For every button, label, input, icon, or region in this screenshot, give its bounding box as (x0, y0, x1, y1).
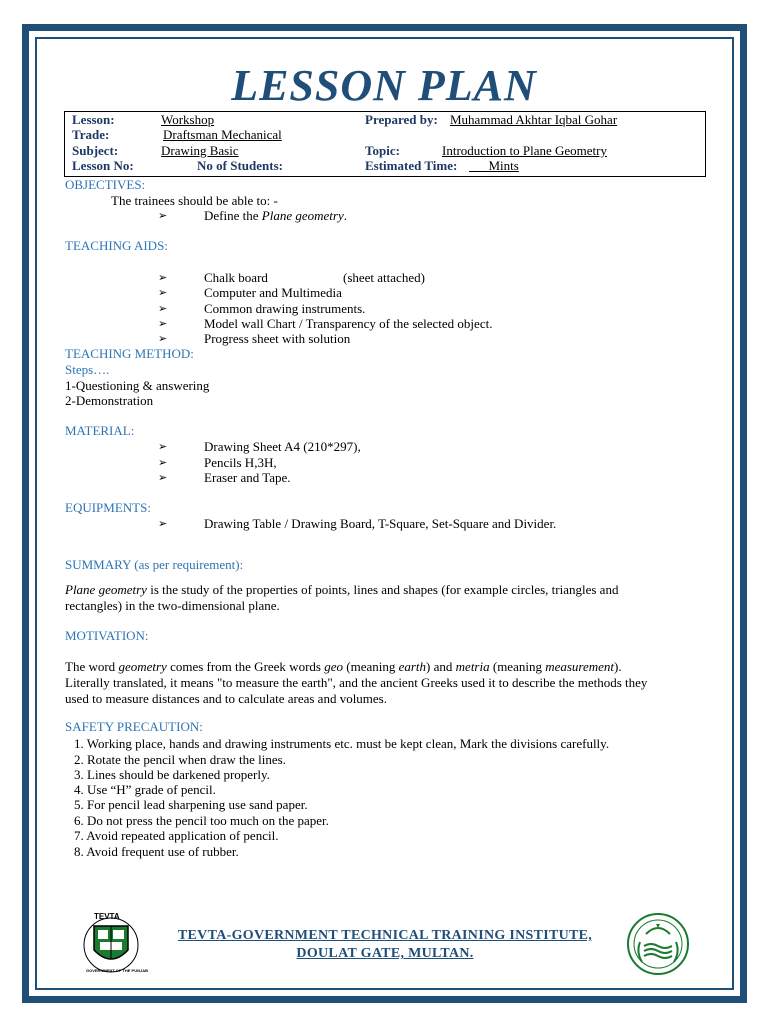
safety-item: 3. Lines should be darkened properly. (74, 767, 270, 782)
aid-item: Progress sheet with solution (204, 331, 351, 346)
material-item: Eraser and Tape. (204, 470, 291, 485)
institute-name: TEVTA-GOVERNMENT TECHNICAL TRAINING INSTITUTE, (177, 928, 593, 943)
steps-label: Steps…. (65, 362, 110, 377)
safety-item: 4. Use “H” grade of pencil. (74, 782, 216, 797)
motivation-text: The word (65, 659, 119, 674)
arrow-bullet-icon: ➢ (158, 210, 168, 222)
prepared-by-label: Prepared by: (365, 112, 438, 127)
aid-item: Common drawing instruments. (204, 301, 366, 316)
safety-item: 1. Working place, hands and drawing instruments etc. must be kept clean, Mark the divisions carefully. (74, 736, 610, 751)
trade-label: Trade: (72, 127, 110, 142)
arrow-bullet-icon: ➢ (158, 518, 168, 530)
objective-suffix: . (343, 208, 347, 223)
lesson-label: Lesson: (72, 112, 115, 127)
material-heading: MATERIAL: (65, 423, 135, 438)
page-title: LESSON PLAN (231, 61, 537, 110)
motivation-line-3: used to measure distances and to calculate areas and volumes. (65, 691, 387, 706)
summary-text-2: rectangles) in the two-dimensional plane. (65, 598, 280, 613)
safety-item: 6. Do not press the pencil too much on the paper. (74, 813, 329, 828)
objectives-intro: The trainees should be able to: - (111, 193, 278, 208)
arrow-bullet-icon: ➢ (158, 441, 168, 453)
motivation-text: (meaning (489, 659, 546, 674)
arrow-bullet-icon: ➢ (158, 457, 168, 469)
teaching-aids-heading: TEACHING AIDS: (65, 238, 168, 253)
punjab-seal-icon (626, 912, 690, 976)
prepared-by-value: Muhammad Akhtar Iqbal Gohar (450, 112, 618, 127)
lesson-no-label: Lesson No: (72, 158, 134, 173)
students-label: No of Students: (197, 158, 283, 173)
arrow-bullet-icon: ➢ (158, 303, 168, 315)
motivation-term: geometry (118, 659, 167, 674)
lesson-value: Workshop (161, 112, 215, 127)
tevta-logo (80, 912, 149, 974)
summary-text-1: is the study of the properties of points, lines and shapes (for example circles, triangles and (146, 582, 619, 597)
aid-item: Chalk board (204, 270, 268, 285)
equipments-heading: EQUIPMENTS: (65, 500, 151, 515)
safety-heading: SAFETY PRECAUTION: (65, 719, 203, 734)
summary-heading-text: SUMMARY (65, 557, 131, 572)
teaching-method-heading: TEACHING METHOD: (65, 346, 194, 361)
material-item: Pencils H,3H, (204, 455, 277, 470)
safety-item: 7. Avoid repeated application of pencil. (74, 828, 279, 843)
tevta-logo-text: TEVTA (94, 912, 120, 921)
step-item: 2-Demonstration (65, 393, 154, 408)
safety-item: 8. Avoid frequent use of rubber. (74, 844, 239, 859)
material-item: Drawing Sheet A4 (210*297), (204, 439, 361, 454)
motivation-heading: MOTIVATION: (65, 628, 149, 643)
estimated-time-text: Mints (488, 158, 519, 173)
objective-item (204, 208, 347, 223)
step-item: 1-Questioning & answering (65, 378, 210, 393)
objective-text: Define the (204, 208, 262, 223)
motivation-term: earth (398, 659, 427, 674)
subject-value: Drawing Basic (161, 143, 239, 158)
arrow-bullet-icon: ➢ (158, 333, 168, 345)
aid-item: Computer and Multimedia (204, 285, 342, 300)
arrow-bullet-icon: ➢ (158, 318, 168, 330)
motivation-term: measurement (545, 659, 615, 674)
motivation-text: ) and (426, 659, 456, 674)
summary-heading-note: (as per requirement): (134, 557, 244, 572)
objective-term: Plane geometry (261, 208, 344, 223)
arrow-bullet-icon: ➢ (158, 287, 168, 299)
institute-address: DOULAT GATE, MULTAN. (296, 946, 474, 961)
summary-paragraph (65, 582, 715, 614)
topic-value: Introduction to Plane Geometry (442, 143, 607, 158)
summary-term: Plane geometry (65, 582, 147, 597)
aid-note: (sheet attached) (343, 270, 425, 285)
motivation-text: (meaning (343, 659, 399, 674)
tevta-logo-ring-text: GOVERNMENT OF THE PUNJAB (86, 968, 149, 973)
safety-item: 5. For pencil lead sharpening use sand paper. (74, 797, 308, 812)
motivation-term: metria (455, 659, 490, 674)
subject-label: Subject: (72, 143, 119, 158)
estimated-time-label: Estimated Time: (365, 158, 458, 173)
motivation-line-2: Literally translated, it means "to measure the earth", and the ancient Greeks used it to describe the methods they (65, 675, 648, 690)
estimated-time-value (469, 158, 519, 173)
topic-label: Topic: (365, 143, 400, 158)
objectives-heading: OBJECTIVES: (65, 177, 146, 192)
arrow-bullet-icon: ➢ (158, 272, 168, 284)
motivation-text: comes from the Greek words (166, 659, 325, 674)
equipment-item: Drawing Table / Drawing Board, T-Square, Set-Square and Divider. (204, 516, 557, 531)
trade-value: Draftsman Mechanical (163, 127, 282, 142)
aid-item: Model wall Chart / Transparency of the selected object. (204, 316, 493, 331)
summary-heading (65, 557, 243, 573)
motivation-text: ). (614, 659, 622, 674)
arrow-bullet-icon: ➢ (158, 472, 168, 484)
motivation-term: geo (324, 659, 343, 674)
motivation-paragraph (65, 659, 715, 707)
safety-item: 2. Rotate the pencil when draw the lines. (74, 752, 286, 767)
